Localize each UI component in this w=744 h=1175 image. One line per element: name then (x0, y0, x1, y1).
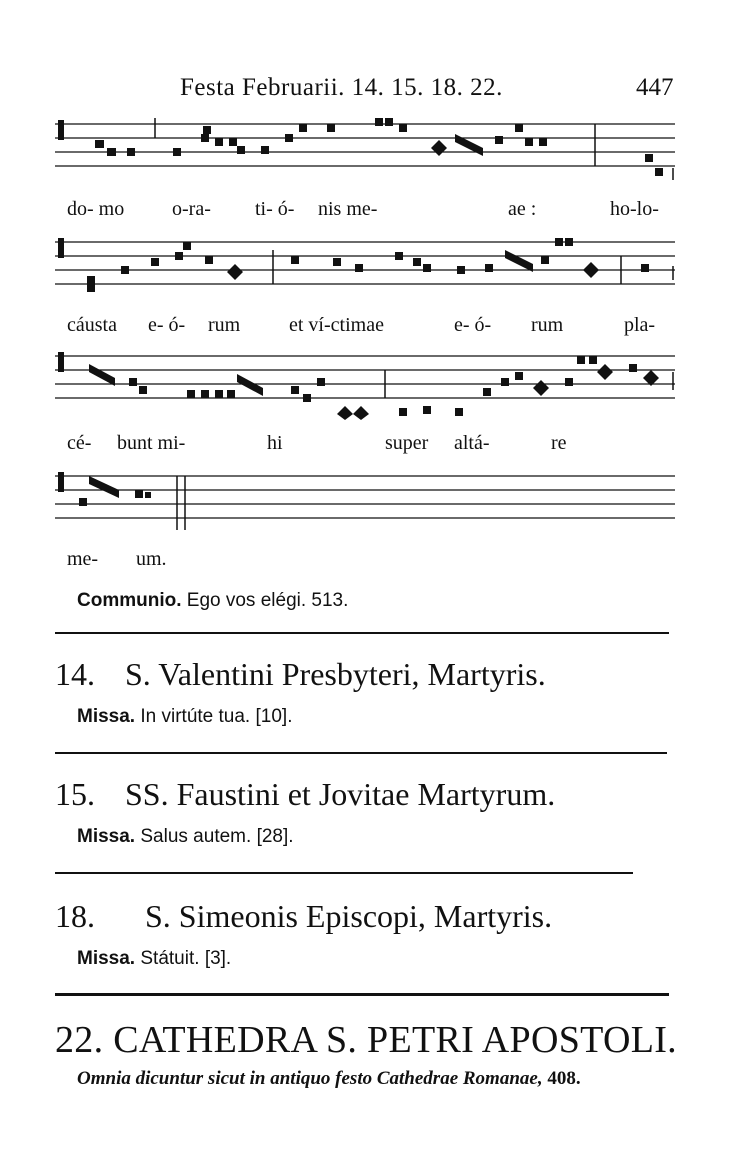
syllable: e- ó- (148, 314, 186, 336)
feast-day-number: 18. (55, 898, 95, 934)
feast-heading (55, 656, 546, 693)
missa-label: Missa. (77, 706, 136, 727)
syllable: rum (208, 314, 241, 336)
rubric-note (77, 1068, 581, 1090)
missa-text: Státuit. (140, 948, 200, 969)
syllable: pla- (624, 314, 656, 336)
chant-staff-3 (55, 350, 675, 420)
feast-heading-cathedra (55, 1018, 677, 1062)
feast-title: S. Simeonis Episcopi, Martyris. (145, 898, 553, 934)
syllable: nis me- (318, 198, 378, 220)
syllable: bunt mi- (117, 432, 186, 454)
syllable: cáusta (67, 314, 117, 336)
feast-title: S. Valentini Presbyteri, Martyris. (125, 656, 546, 692)
chant-staff-2 (55, 236, 675, 298)
page-number: 447 (636, 74, 674, 101)
syllable: um. (136, 548, 167, 570)
syllable: cé- (67, 432, 92, 454)
lyrics-line-1 (0, 198, 744, 224)
communio-text: Ego vos elégi. (186, 590, 307, 611)
lyrics-line-3 (0, 432, 744, 458)
missa-page-ref: [3]. (204, 948, 232, 969)
feast-title: SS. Faustini et Jovitae Martyrum. (125, 776, 556, 812)
communio-page-ref: 513. (311, 590, 349, 611)
syllable: me- (67, 548, 99, 570)
syllable: do- mo (67, 198, 125, 220)
missa-page-ref: [28]. (256, 826, 294, 847)
syllable: rum (531, 314, 564, 336)
missa-text: Salus autem. (140, 826, 252, 847)
feast-day-number: 22. (55, 1019, 104, 1061)
lyrics-line-2 (0, 314, 744, 340)
syllable: o-ra- (172, 198, 211, 220)
lyrics-line-4 (0, 548, 744, 574)
syllable: ti- ó- (255, 198, 295, 220)
rubric-page-ref: 408. (547, 1068, 581, 1089)
communio-label: Communio. (77, 590, 182, 611)
feast-day-number: 14. (55, 656, 95, 692)
missa-label: Missa. (77, 826, 136, 847)
syllable: et ví-ctimae (289, 314, 384, 336)
running-header: Festa Februarii. 14. 15. 18. 22. (180, 74, 503, 101)
chant-staff-1 (55, 118, 675, 180)
feast-day-number: 15. (55, 776, 95, 812)
missa-label: Missa. (77, 948, 136, 969)
syllable: super (385, 432, 429, 454)
section-divider (55, 872, 633, 874)
syllable: e- ó- (454, 314, 492, 336)
section-divider (55, 632, 669, 634)
missa-page-ref: [10]. (255, 706, 293, 727)
syllable: altá- (454, 432, 490, 454)
feast-title: CATHEDRA S. PETRI APOSTOLI. (113, 1019, 677, 1061)
chant-staff-4 (55, 470, 675, 532)
rubric-text: Omnia dicuntur sicut in antiquo festo Cathedrae Romanae, (77, 1068, 543, 1089)
missa-reference (77, 948, 231, 970)
feast-heading (55, 776, 555, 813)
missa-reference (77, 826, 294, 848)
syllable: ho-lo- (610, 198, 659, 220)
syllable: re (551, 432, 567, 454)
feast-heading (55, 898, 552, 935)
missa-reference (77, 706, 292, 728)
section-divider (55, 993, 669, 996)
section-divider (55, 752, 667, 754)
communio-reference (77, 590, 348, 612)
missa-text: In virtúte tua. (140, 706, 251, 727)
syllable: hi (267, 432, 283, 454)
syllable: ae : (508, 198, 537, 220)
